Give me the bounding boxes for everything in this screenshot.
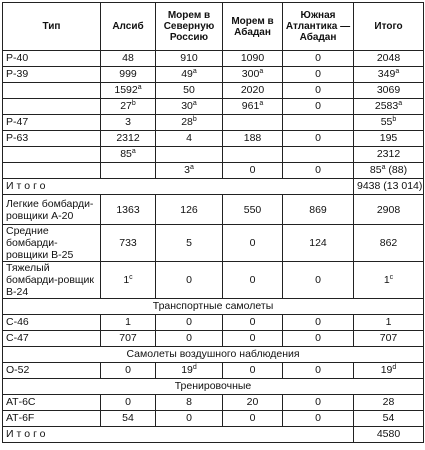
- cell-value: 910: [180, 52, 198, 64]
- cell-value: 869: [309, 203, 327, 216]
- footnote-mark: a: [137, 84, 142, 91]
- value-cell: [223, 195, 283, 225]
- value-cell: [156, 195, 223, 225]
- cell-value: 2048: [376, 52, 401, 64]
- cell-value: 55: [380, 116, 393, 128]
- value-cell: [354, 163, 424, 179]
- footnote-mark: a: [395, 68, 400, 75]
- value-cell: [223, 225, 283, 262]
- footnote-mark: a: [381, 164, 386, 171]
- cell-value: 1: [385, 316, 392, 328]
- cell-value: 0: [315, 316, 321, 328]
- cell-value: 0: [315, 100, 321, 112]
- value-cell: [156, 115, 223, 131]
- aircraft-type-cell: [3, 411, 101, 427]
- aircraft-deliveries-table: [2, 2, 424, 443]
- cell-value: АТ-6F: [6, 412, 35, 424]
- value-cell: [156, 411, 223, 427]
- value-cell: [354, 363, 424, 379]
- header-abadan: Морем в Абадан: [223, 3, 283, 51]
- table-row: [3, 163, 424, 179]
- cell-value: 0: [249, 274, 256, 286]
- cell-value: АТ-6С: [6, 396, 36, 408]
- value-cell: [156, 67, 223, 83]
- value-cell: [283, 147, 354, 163]
- value-cell: [283, 262, 354, 299]
- table-row: [3, 363, 424, 379]
- cell-value: 1: [383, 274, 390, 286]
- value-cell: [283, 67, 354, 83]
- cell-value: 0: [315, 164, 321, 176]
- value-cell: [354, 131, 424, 147]
- table-row: [3, 147, 424, 163]
- cell-value: P-47: [6, 116, 29, 128]
- cell-value: 0: [315, 84, 321, 96]
- cell-value: 0: [186, 332, 192, 344]
- aircraft-type-cell: [3, 315, 101, 331]
- footnote-mark: c: [389, 274, 394, 281]
- table-body: [3, 51, 424, 443]
- footnote-mark: a: [189, 164, 194, 171]
- cell-value: 49: [181, 68, 193, 80]
- aircraft-type-cell: [3, 115, 101, 131]
- cell-value: 999: [119, 68, 137, 80]
- value-cell: [101, 363, 156, 379]
- value-cell: [354, 395, 424, 411]
- cell-value: 195: [379, 132, 398, 144]
- aircraft-type-cell: [3, 331, 101, 347]
- cell-value: 85: [369, 164, 382, 176]
- value-cell: [156, 395, 223, 411]
- value-cell: [156, 225, 223, 262]
- cell-value: 3: [184, 164, 190, 176]
- header-south-atlantic: Южная Атлантика — Абадан: [283, 3, 354, 51]
- footnote-mark: b: [131, 100, 136, 107]
- total-label: Итого: [3, 427, 354, 443]
- table-row: [3, 179, 424, 195]
- value-cell: [283, 83, 354, 99]
- value-cell: [156, 315, 223, 331]
- value-cell: [354, 115, 424, 131]
- cell-value: 3069: [376, 84, 401, 96]
- value-cell: [223, 51, 283, 67]
- value-cell: [101, 83, 156, 99]
- table-row: [3, 225, 424, 262]
- value-cell: [283, 51, 354, 67]
- table-row: [3, 411, 424, 427]
- cell-value: 19: [380, 364, 393, 376]
- cell-value: 0: [249, 316, 256, 328]
- value-cell: [223, 67, 283, 83]
- cell-value: 0: [315, 396, 321, 408]
- footnote-mark: d: [392, 364, 397, 371]
- footnote-mark: a: [192, 68, 197, 75]
- table-row: [3, 395, 424, 411]
- table-row: [3, 427, 424, 443]
- value-cell: [101, 131, 156, 147]
- value-cell: [223, 163, 283, 179]
- cell-value: 48: [122, 52, 134, 64]
- table-row: [3, 315, 424, 331]
- cell-value: 2583: [374, 100, 399, 112]
- value-cell: [223, 147, 283, 163]
- value-cell: [223, 395, 283, 411]
- cell-value: О-52: [6, 364, 30, 376]
- table-row: [3, 51, 424, 67]
- value-cell: [223, 115, 283, 131]
- value-cell: [101, 411, 156, 427]
- footnote-mark: b: [192, 116, 197, 123]
- table-row: [3, 347, 424, 363]
- cell-value: 27: [120, 100, 132, 112]
- cell-value: 707: [119, 332, 137, 344]
- cell-value: С-46: [6, 316, 29, 328]
- value-cell: [283, 195, 354, 225]
- cell-value: 1: [123, 274, 130, 286]
- aircraft-type-cell: [3, 51, 101, 67]
- document-page: [2, 2, 423, 443]
- value-cell: [156, 262, 223, 299]
- cell-value: 0: [315, 274, 321, 286]
- value-cell: [223, 363, 283, 379]
- cell-value: 0: [186, 274, 192, 286]
- aircraft-type-cell: [3, 83, 101, 99]
- value-cell: [223, 99, 283, 115]
- cell-value: 1363: [116, 203, 140, 216]
- value-cell: [283, 163, 354, 179]
- cell-value: 124: [309, 237, 327, 249]
- value-cell: [283, 411, 354, 427]
- value-cell: [156, 51, 223, 67]
- table-row: [3, 67, 424, 83]
- aircraft-type-cell: [3, 147, 101, 163]
- value-cell: [223, 131, 283, 147]
- total-label: Итого: [3, 179, 354, 195]
- footnote-mark: b: [392, 116, 397, 123]
- aircraft-type-cell: [3, 363, 101, 379]
- aircraft-type-cell: [3, 163, 101, 179]
- cell-value: P-63: [6, 132, 29, 144]
- value-cell: [223, 83, 283, 99]
- cell-value: 19: [181, 364, 193, 376]
- footnote-mark: a: [131, 148, 136, 155]
- value-cell: [156, 163, 223, 179]
- aircraft-type-cell: [3, 262, 101, 299]
- table-row: [3, 195, 424, 225]
- header-total: Итого: [354, 3, 424, 51]
- aircraft-type-cell: [3, 131, 101, 147]
- value-cell: [101, 99, 156, 115]
- value-cell: [156, 83, 223, 99]
- section-heading: Тренировочные: [3, 379, 424, 395]
- cell-value: 300: [241, 68, 260, 80]
- cell-value: P-39: [6, 68, 29, 80]
- header-alsib: Алсиб: [101, 3, 156, 51]
- cell-value: Тяжелый бомбарди-ровщик В-24: [6, 262, 95, 298]
- value-cell: [283, 315, 354, 331]
- cell-value: 733: [119, 237, 137, 249]
- value-cell: [156, 131, 223, 147]
- cell-value: 0: [249, 164, 256, 176]
- value-cell: [101, 51, 156, 67]
- cell-value: 30: [181, 100, 193, 112]
- table-row: [3, 99, 424, 115]
- value-cell: [101, 147, 156, 163]
- total-value: 4580: [354, 427, 424, 443]
- value-cell: [283, 363, 354, 379]
- cell-value: 0: [249, 412, 256, 424]
- value-cell: [101, 115, 156, 131]
- cell-value: 0: [315, 364, 321, 376]
- value-cell: [156, 363, 223, 379]
- cell-value: 54: [382, 412, 395, 424]
- cell-value: 50: [183, 84, 195, 96]
- cell-value: 707: [379, 332, 398, 344]
- cell-value: 5: [186, 237, 192, 249]
- cell-value: Средние бомбарди-ровщики В-25: [6, 225, 74, 261]
- footnote-mark: d: [192, 364, 197, 371]
- table-row: [3, 299, 424, 315]
- cell-value: 0: [186, 412, 192, 424]
- cell-value: С-47: [6, 332, 29, 344]
- total-value: 9438 (13 014): [354, 179, 424, 195]
- cell-value: 0: [249, 332, 256, 344]
- value-cell: [283, 225, 354, 262]
- cell-value: P-40: [6, 52, 29, 64]
- value-cell: [354, 262, 424, 299]
- table-row: [3, 83, 424, 99]
- cell-value: 0: [125, 364, 131, 376]
- aircraft-type-cell: [3, 67, 101, 83]
- value-cell: [101, 395, 156, 411]
- value-cell: [156, 99, 223, 115]
- cell-value: 85: [120, 148, 132, 160]
- value-cell: [101, 315, 156, 331]
- cell-value: 550: [243, 203, 262, 216]
- value-cell: [101, 225, 156, 262]
- cell-value: 3: [125, 116, 131, 128]
- cell-value: 0: [249, 364, 256, 376]
- value-cell: [101, 67, 156, 83]
- cell-value: 28: [181, 116, 193, 128]
- section-heading: Самолеты воздушного наблюдения: [3, 347, 424, 363]
- cell-value: 0: [315, 412, 321, 424]
- footnote-mark: a: [259, 68, 264, 75]
- value-cell: [354, 51, 424, 67]
- cell-value: 126: [180, 203, 198, 216]
- cell-value: 349: [377, 68, 396, 80]
- aircraft-type-cell: [3, 395, 101, 411]
- cell-value: 8: [186, 396, 192, 408]
- value-cell: [354, 67, 424, 83]
- value-cell: [354, 195, 424, 225]
- cell-value: 4: [186, 132, 192, 144]
- value-cell: [223, 315, 283, 331]
- footnote-mark: a: [259, 100, 264, 107]
- table-row: [3, 115, 424, 131]
- table-row: [3, 131, 424, 147]
- table-row: [3, 331, 424, 347]
- header-type: Тип: [3, 3, 101, 51]
- cell-value: 0: [315, 52, 321, 64]
- value-cell: [101, 163, 156, 179]
- cell-value: 862: [379, 237, 398, 249]
- cell-value: 1090: [240, 52, 265, 64]
- value-cell: [283, 395, 354, 411]
- cell-value: 188: [243, 132, 262, 144]
- aircraft-type-cell: [3, 195, 101, 225]
- footnote-mark: a: [192, 100, 197, 107]
- aircraft-type-cell: [3, 225, 101, 262]
- cell-value: 0: [315, 332, 321, 344]
- cell-value: 0: [315, 68, 321, 80]
- cell-value: 20: [246, 396, 259, 408]
- header-row: [3, 3, 424, 51]
- cell-value: 2908: [376, 203, 401, 216]
- value-cell: [156, 331, 223, 347]
- value-cell: [101, 331, 156, 347]
- cell-value: 54: [122, 412, 134, 424]
- cell-extra: (88): [385, 164, 408, 176]
- value-cell: [354, 99, 424, 115]
- cell-value: 1592: [114, 84, 138, 96]
- value-cell: [283, 99, 354, 115]
- value-cell: [354, 411, 424, 427]
- value-cell: [283, 115, 354, 131]
- value-cell: [101, 262, 156, 299]
- cell-value: 0: [125, 396, 131, 408]
- cell-value: 28: [382, 396, 395, 408]
- value-cell: [283, 131, 354, 147]
- value-cell: [354, 225, 424, 262]
- value-cell: [354, 147, 424, 163]
- aircraft-type-cell: [3, 99, 101, 115]
- value-cell: [354, 83, 424, 99]
- cell-value: 2312: [116, 132, 140, 144]
- table-row: [3, 262, 424, 299]
- cell-value: 0: [249, 237, 256, 249]
- cell-value: 1: [125, 316, 131, 328]
- cell-value: 2020: [240, 84, 265, 96]
- value-cell: [354, 315, 424, 331]
- value-cell: [156, 147, 223, 163]
- value-cell: [354, 331, 424, 347]
- cell-value: 0: [315, 132, 321, 144]
- table-row: [3, 379, 424, 395]
- value-cell: [223, 262, 283, 299]
- value-cell: [223, 411, 283, 427]
- cell-value: 961: [241, 100, 260, 112]
- value-cell: [101, 195, 156, 225]
- footnote-mark: a: [398, 100, 403, 107]
- section-heading: Транспортные самолеты: [3, 299, 424, 315]
- cell-value: 2312: [376, 148, 401, 160]
- header-north-russia: Морем в Северную Россию: [156, 3, 223, 51]
- value-cell: [283, 331, 354, 347]
- cell-value: Легкие бомбарди-ровщики А-20: [6, 197, 94, 222]
- value-cell: [223, 331, 283, 347]
- cell-value: 0: [186, 316, 192, 328]
- footnote-mark: c: [129, 274, 133, 281]
